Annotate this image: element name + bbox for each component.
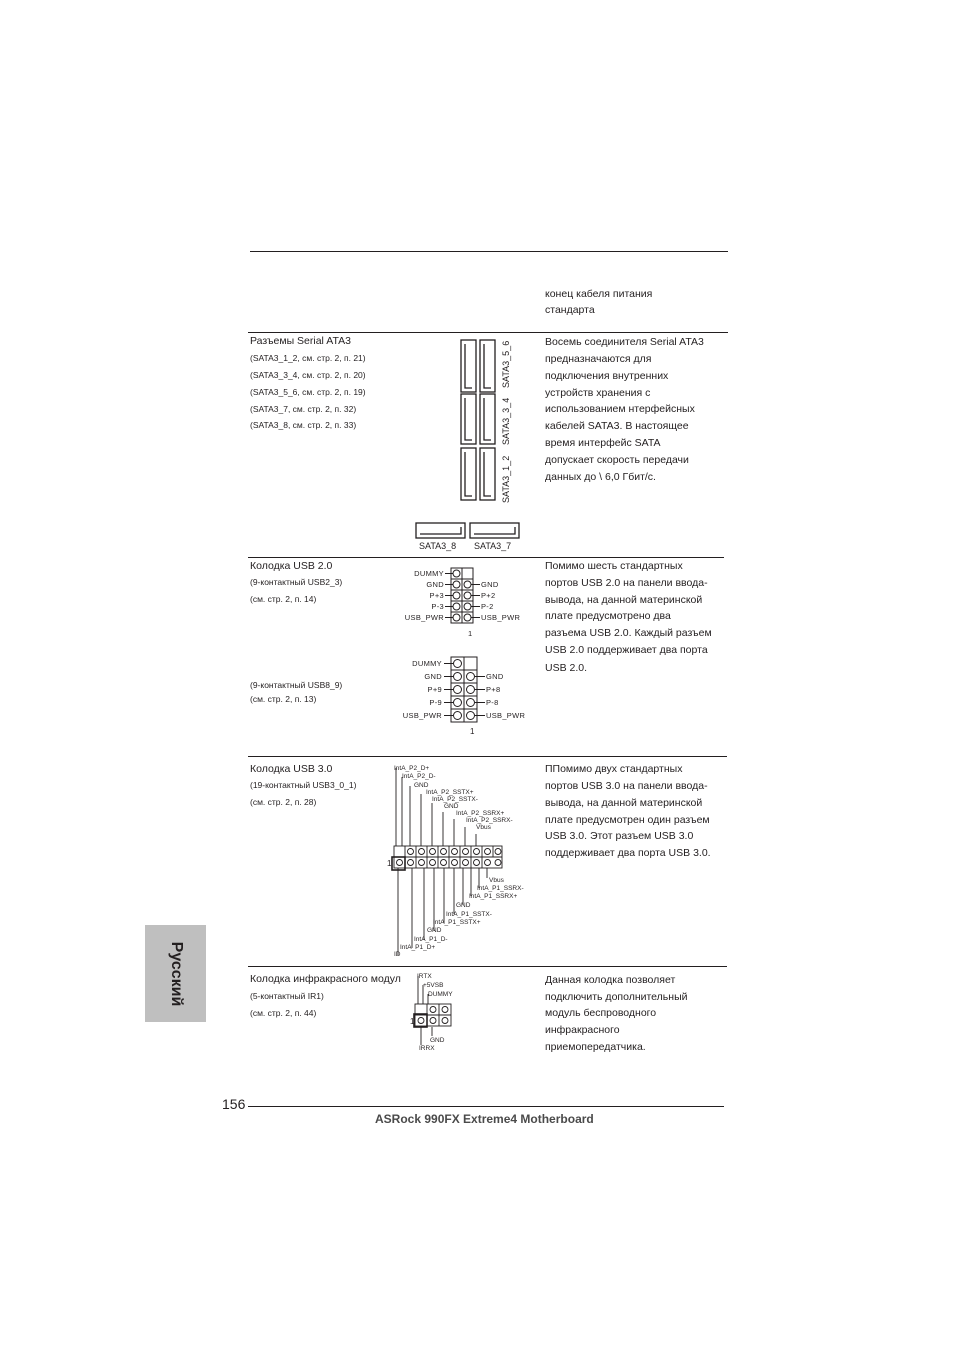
usb3-desc-4: плате предусмотрен один разъем bbox=[545, 814, 710, 826]
usb3-desc-3: вывода, на данной материнской bbox=[545, 797, 703, 809]
sata-sub-3: (SATA3_5_6, см. стр. 2, п. 19) bbox=[250, 387, 366, 397]
usb2b-pin-gnd-r: GND bbox=[486, 672, 504, 681]
usb3-bottom-pin-5: IntA_P1_SSTX- bbox=[446, 911, 492, 918]
usb2-pin-p3m: P-3 bbox=[431, 602, 444, 611]
sata3-1-2-label: SATA3_1_2 bbox=[501, 455, 511, 503]
usb2-pin-gnd-l: GND bbox=[426, 580, 444, 589]
usb3-top-pin-4: IntA_P2_SSTX+ bbox=[426, 789, 474, 796]
sata3-5-6-label: SATA3_5_6 bbox=[501, 340, 511, 388]
ir-desc-2: подключить дополнительный bbox=[545, 991, 688, 1003]
language-side-tab bbox=[145, 925, 206, 1022]
sata-sub-1: (SATA3_1_2, см. стр. 2, п. 21) bbox=[250, 353, 366, 363]
sata-sub-5: (SATA3_8, см. стр. 2, п. 33) bbox=[250, 420, 357, 430]
sata-desc-7: время интерфейс SATA bbox=[545, 437, 661, 449]
usb3-top-pin-7: IntA_P2_SSRX+ bbox=[456, 810, 505, 817]
usb2-header-diagram-2 bbox=[395, 654, 535, 738]
usb3-top-pin-2: IntA_P2_D- bbox=[402, 773, 436, 780]
usb2b-pin-pwr-r: USB_PWR bbox=[486, 711, 526, 720]
usb2-pin-gnd-r: GND bbox=[481, 580, 499, 589]
usb3-title: Колодка USB 3.0 bbox=[250, 763, 333, 775]
usb2-pin-p2p: P+2 bbox=[481, 591, 496, 600]
usb2-desc-3: вывода, на данной материнской bbox=[545, 594, 703, 606]
usb3-top-pin-5: IntA_P2_SSTX- bbox=[432, 796, 478, 803]
usb3-bottom-pin-8: IntA_P1_D- bbox=[414, 936, 448, 943]
usb3-bottom-pin-2: IntA_P1_SSRX- bbox=[477, 885, 524, 892]
usb2-pin-dummy: DUMMY bbox=[414, 569, 444, 578]
usb3-top-pin-9: Vbus bbox=[476, 824, 491, 831]
ir-sub-2: (см. стр. 2, п. 44) bbox=[250, 1008, 317, 1018]
usb3-bottom-pin-3: IntA_P1_SSRX+ bbox=[469, 893, 518, 900]
usb3-desc-2: портов USB 3.0 на панели ввода- bbox=[545, 780, 708, 792]
sata-sub-4: (SATA3_7, см. стр. 2, п. 32) bbox=[250, 404, 357, 414]
usb2-sub2-2: (см. стр. 2, п. 13) bbox=[250, 694, 317, 704]
usb3-desc-6: поддерживает два порта USB 3.0. bbox=[545, 847, 711, 859]
usb2-pin-one: 1 bbox=[468, 629, 473, 638]
ir-pin-gnd: GND bbox=[430, 1037, 445, 1044]
usb2b-pin-p8p: P+8 bbox=[486, 685, 501, 694]
usb3-bottom-pin-7: GND bbox=[427, 927, 442, 934]
sata-sub-2: (SATA3_3_4, см. стр. 2, п. 20) bbox=[250, 370, 366, 380]
usb2-header-diagram-1 bbox=[400, 566, 530, 642]
language-tab-label: Русский bbox=[167, 941, 185, 1006]
sata3-8-label: SATA3_8 bbox=[419, 541, 457, 551]
usb3-sub-1: (19-контактный USB3_0_1) bbox=[250, 780, 357, 790]
usb3-bottom-pin-4: GND bbox=[456, 902, 471, 909]
ir-desc-1: Данная колодка позволяет bbox=[545, 974, 676, 986]
usb3-header-diagram bbox=[386, 760, 526, 960]
ir-pin-dummy: DUMMY bbox=[428, 991, 453, 998]
usb3-top-pin-6: GND bbox=[444, 803, 459, 810]
usb2-pin-p3p: P+3 bbox=[429, 591, 444, 600]
usb3-top-pin-3: GND bbox=[414, 782, 429, 789]
sata-desc-8: допускает скорость передачи bbox=[545, 454, 689, 466]
ir-pin-one: 1 bbox=[410, 1017, 415, 1026]
sata3-7-label: SATA3_7 bbox=[474, 541, 512, 551]
usb2-desc-6: USB 2.0 поддерживает два порта bbox=[545, 644, 708, 656]
top-desc-line-2: стандарта bbox=[545, 304, 595, 316]
usb3-top-pin-8: IntA_P2_SSRX- bbox=[466, 817, 513, 824]
sata-desc-5: использованием нтерфейсных bbox=[545, 403, 695, 415]
usb3-bottom-pin-6: IntA_P1_SSTX+ bbox=[433, 919, 481, 926]
sata-title: Разъемы Serial ATA3 bbox=[250, 335, 351, 347]
page-number: 156 bbox=[222, 1096, 246, 1112]
usb3-sub-2: (см. стр. 2, п. 28) bbox=[250, 797, 317, 807]
usb2-desc-4: плате предусмотрено два bbox=[545, 610, 671, 622]
sata-desc-4: устройств хранения с bbox=[545, 387, 651, 399]
usb3-rule bbox=[248, 756, 727, 757]
usb3-bottom-pin-1: Vbus bbox=[489, 877, 504, 884]
usb3-pin-one: 1 bbox=[387, 859, 392, 868]
ir-desc-3: модуль беспроводного bbox=[545, 1007, 657, 1019]
ir-sub-1: (5-контактный IR1) bbox=[250, 991, 324, 1001]
sata-desc-1: Восемь соединителя Serial ATA3 bbox=[545, 336, 704, 348]
ir-title: Колодка инфракрасного модул bbox=[250, 973, 401, 985]
sata-desc-3: подключения внутренних bbox=[545, 370, 669, 382]
usb3-desc-1: ППомимо двух стандартных bbox=[545, 763, 683, 775]
usb2b-pin-p9p: P+9 bbox=[427, 685, 442, 694]
footer-rule bbox=[248, 1106, 724, 1107]
sata3-3-4-label: SATA3_3_4 bbox=[501, 397, 511, 445]
sata-desc-6: кабелей SATA3. В настоящее bbox=[545, 420, 689, 432]
ir-pin-irtx: IRTX bbox=[417, 973, 432, 980]
top-desc-line-1: конец кабеля питания bbox=[545, 288, 653, 300]
ir-desc-5: приемопередатчика. bbox=[545, 1041, 646, 1053]
usb2b-pin-p9m: P-9 bbox=[429, 698, 442, 707]
usb2b-pin-one: 1 bbox=[470, 727, 475, 736]
sata-connectors-diagram bbox=[410, 335, 535, 557]
usb2-pin-p2m: P-2 bbox=[481, 602, 494, 611]
usb2b-pin-p8m: P-8 bbox=[486, 698, 499, 707]
footer-product: ASRock 990FX Extreme4 Motherboard bbox=[375, 1112, 594, 1126]
top-rule bbox=[250, 251, 728, 252]
ir-pin-5vsb: +5VSB bbox=[423, 982, 444, 989]
ir-rule bbox=[248, 966, 727, 967]
sata-desc-2: предназначаются для bbox=[545, 353, 652, 365]
usb2-sub1-2: (см. стр. 2, п. 14) bbox=[250, 594, 317, 604]
ir-desc-4: инфракрасного bbox=[545, 1024, 620, 1036]
usb2-sub2-1: (9-контактный USB8_9) bbox=[250, 680, 343, 690]
usb2-title: Колодка USB 2.0 bbox=[250, 560, 333, 572]
usb2-pin-pwr-r: USB_PWR bbox=[481, 613, 521, 622]
ir-pin-irrx: IRRX bbox=[419, 1045, 435, 1052]
usb2-desc-5: разъема USB 2.0. Каждый разъем bbox=[545, 627, 712, 639]
sata-rule bbox=[248, 332, 728, 333]
sata-desc-9: данных до \ 6,0 Гбит/с. bbox=[545, 471, 656, 483]
usb2-pin-pwr-l: USB_PWR bbox=[404, 613, 444, 622]
usb2b-pin-pwr-l: USB_PWR bbox=[402, 711, 442, 720]
usb3-top-pin-1: IntA_P2_D+ bbox=[394, 765, 430, 772]
usb2-desc-2: портов USB 2.0 на панели ввода- bbox=[545, 577, 708, 589]
usb2-sub1-1: (9-контактный USB2_3) bbox=[250, 577, 343, 587]
usb2b-pin-gnd-l: GND bbox=[424, 672, 442, 681]
usb3-desc-5: USB 3.0. Этот разъем USB 3.0 bbox=[545, 830, 694, 842]
usb3-bottom-pin-9: IntA_P1_D+ bbox=[400, 944, 436, 951]
usb3-bottom-pin-10: ID bbox=[394, 951, 401, 958]
usb2b-pin-dummy: DUMMY bbox=[412, 659, 442, 668]
usb2-desc-1: Помимо шесть стандартных bbox=[545, 560, 683, 572]
usb2-desc-7: USB 2.0. bbox=[545, 662, 588, 674]
ir-header-diagram bbox=[410, 970, 470, 1054]
